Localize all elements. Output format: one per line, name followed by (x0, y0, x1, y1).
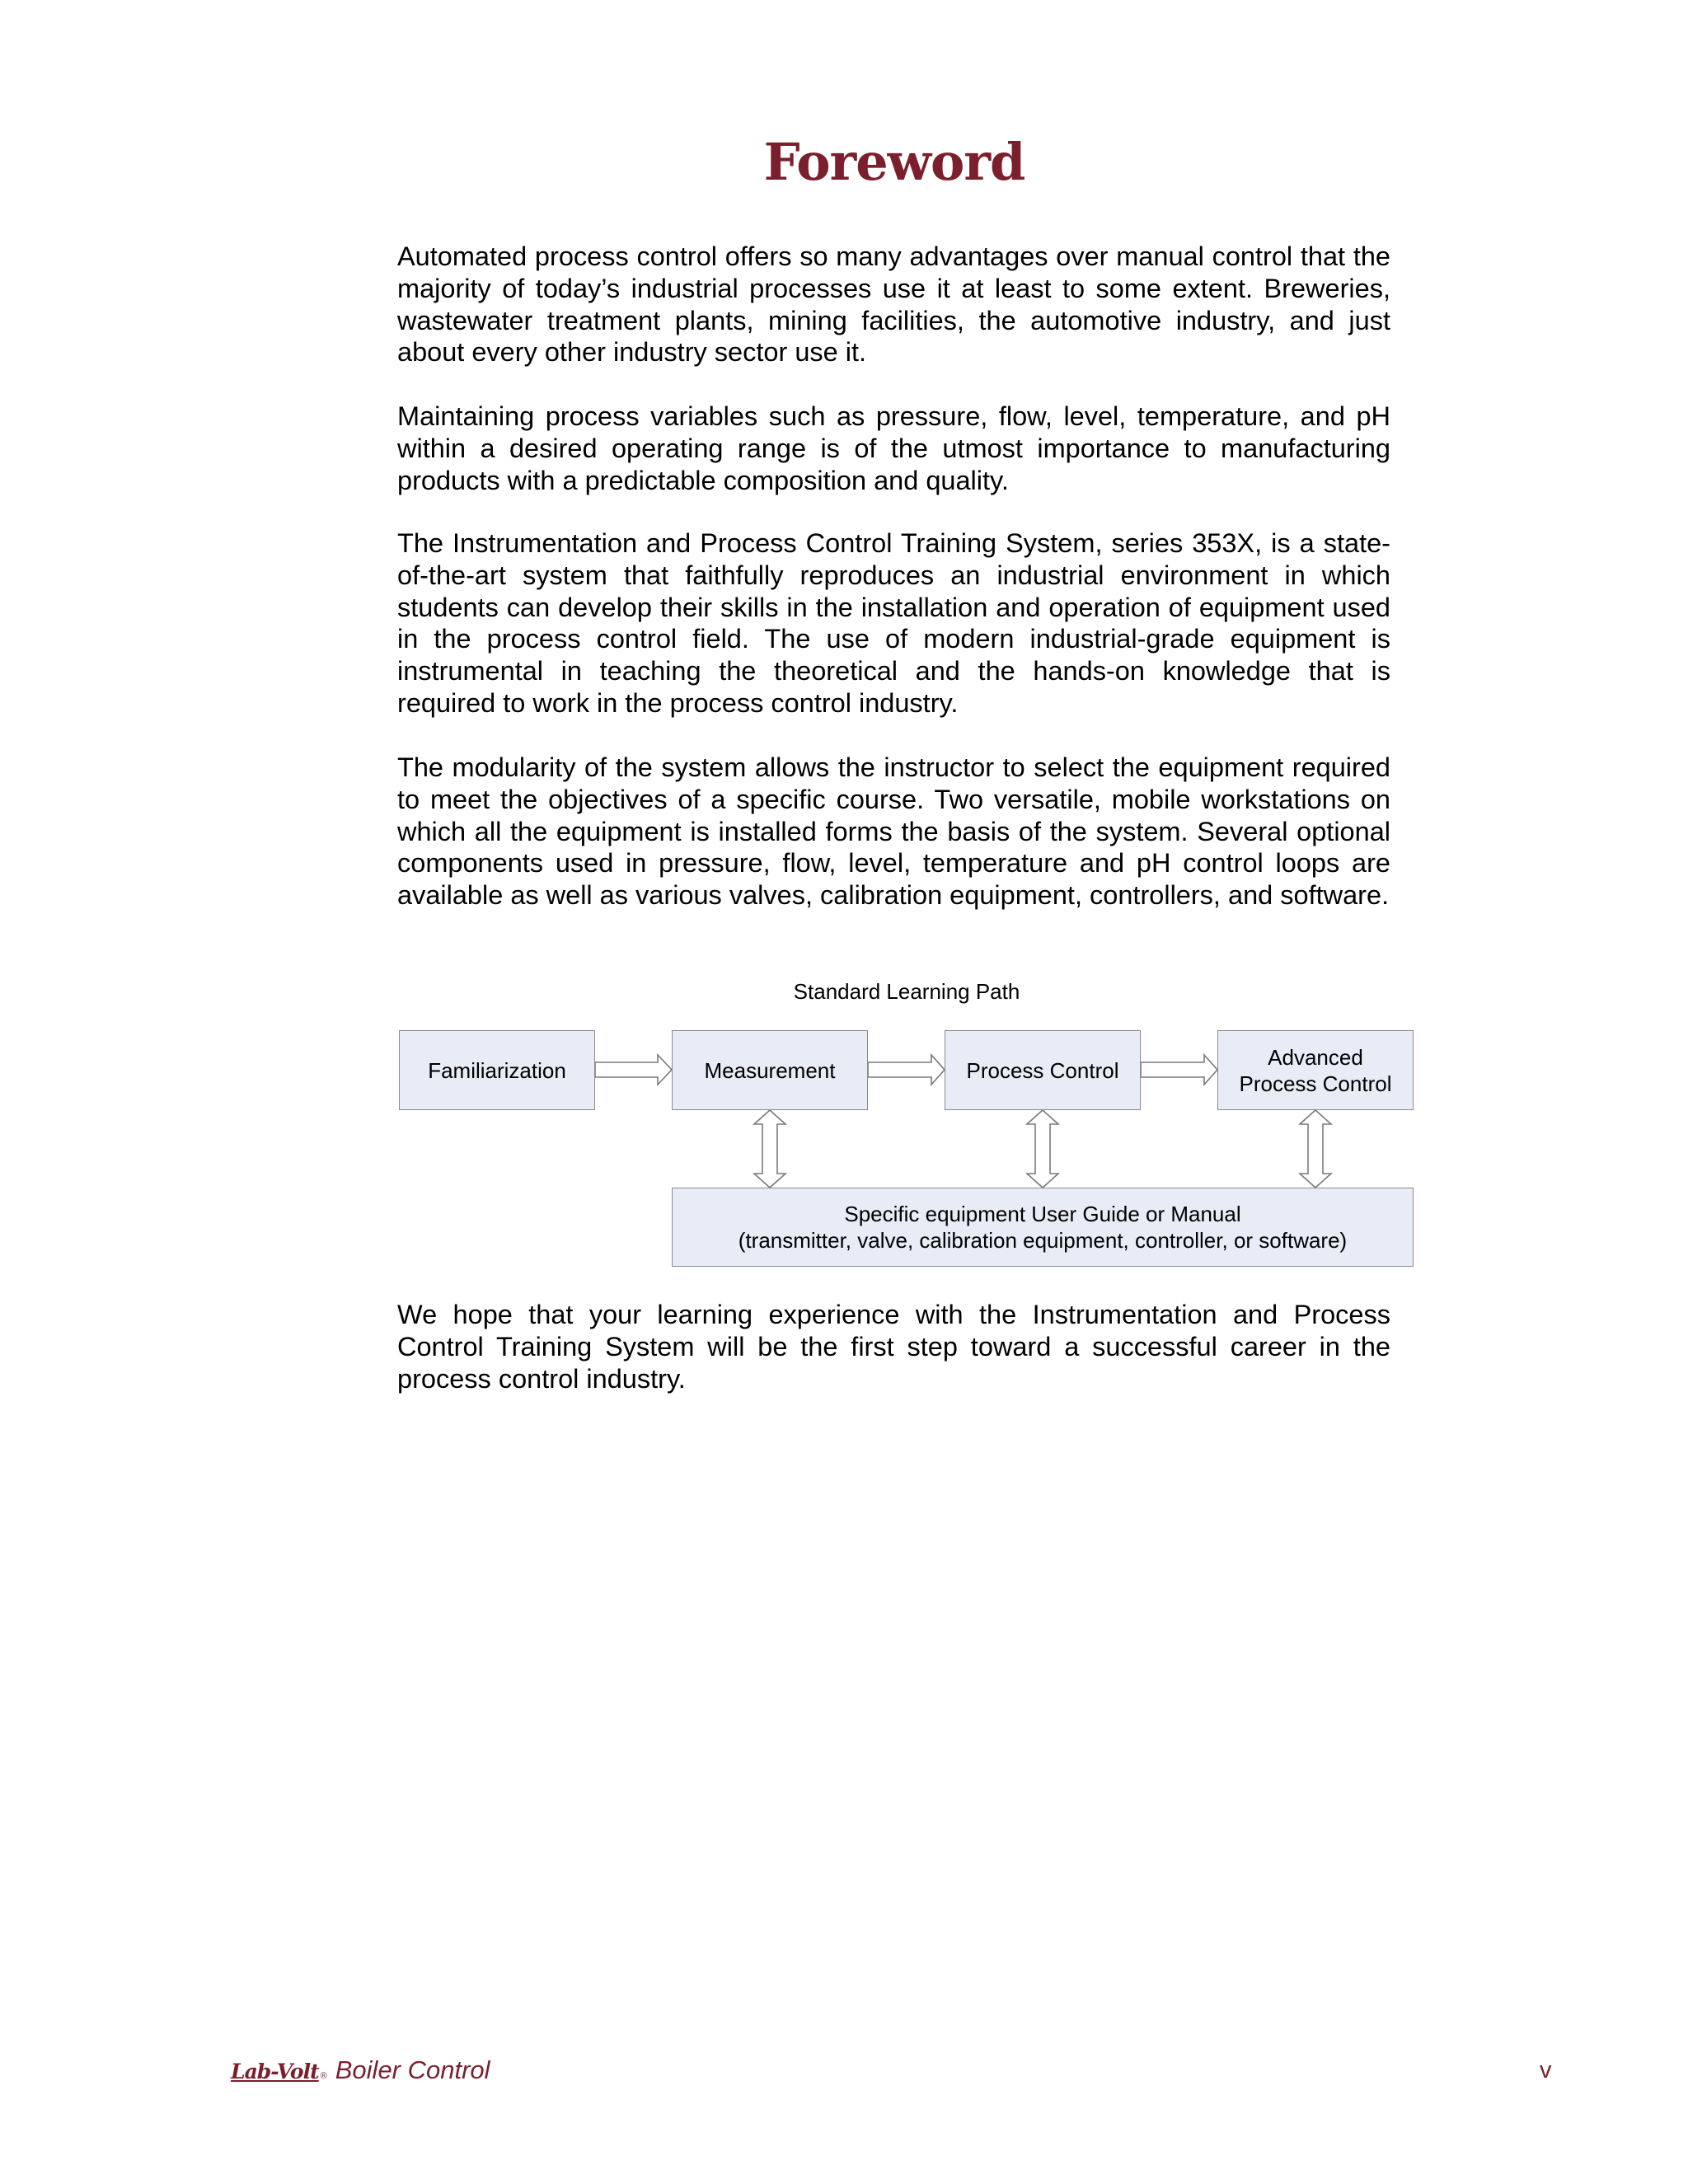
step-label: Measurement (704, 1057, 836, 1083)
arrow-right-icon (1141, 1055, 1217, 1085)
step-label: Familiarization (428, 1057, 566, 1083)
page-number: v (1540, 2057, 1552, 2083)
arrow-up-down-icon (1027, 1110, 1058, 1188)
arrow-right-icon (595, 1055, 672, 1085)
guide-label-line2: (transmitter, valve, calibration equipment, controller, or software) (738, 1228, 1348, 1253)
guide-label-line1: Specific equipment User Guide or Manual (844, 1202, 1241, 1226)
footer-title: Boiler Control (335, 2055, 490, 2084)
step-process-control (945, 1030, 1141, 1110)
footer-brand (231, 2055, 490, 2085)
arrow-right-icon (868, 1055, 945, 1085)
arrow-up-down-icon (1300, 1110, 1331, 1188)
lab-volt-logo: Lab-Volt (231, 2060, 319, 2083)
step-advanced-process-control (1217, 1030, 1414, 1110)
registered-mark: ® (320, 2071, 327, 2081)
equipment-guide-box (672, 1188, 1414, 1267)
step-label-line1: Advanced (1268, 1044, 1363, 1070)
paragraph-modularity: The modularity of the system allows the instructor to select the equipment required to meet the objectives of a specific course. Two versatile, mobile workstations on which all the equipment is installed forms the basis of the system. Several optional components used in pressure, flow, level, temperature and pH control loops are available as well as various valves, calibration equipment, controllers, and software. (397, 752, 1390, 911)
diagram-title: Standard Learning Path (793, 979, 1020, 1004)
paragraph-process-variables: Maintaining process variables such as pressure, flow, level, temperature, and pH within a desired operating range is of the utmost importance to manufacturing products with a predictable composition and quality. (397, 401, 1390, 495)
step-label: Process Control (966, 1057, 1119, 1083)
arrow-up-down-icon (754, 1110, 785, 1188)
paragraph-intro: Automated process control offers so many advantages over manual control that the majority of today’s industrial processes use it at least to some extent. Breweries, wastewater treatment plants, mining facilities, the automotive industry, and just about every other industry sector use it. (397, 241, 1390, 368)
page-title: Foreword (763, 132, 1025, 192)
step-familiarization (399, 1030, 595, 1110)
step-label-line2: Process Control (1239, 1071, 1392, 1096)
step-measurement (672, 1030, 868, 1110)
paragraph-training-system: The Instrumentation and Process Control Training System, series 353X, is a state-of-the-art system that faithfully reproduces an industrial environment in which students can develop their skills in the installation and operation of equipment used in the process control field. The use of modern industrial-grade equipment is instrumental in teaching the theoretical and the hands-on knowledge that is required to work in the process control industry. (397, 528, 1390, 718)
paragraph-closing: We hope that your learning experience with the Instrumentation and Process Control Training System will be the first step toward a successful career in the process control industry. (397, 1300, 1390, 1394)
